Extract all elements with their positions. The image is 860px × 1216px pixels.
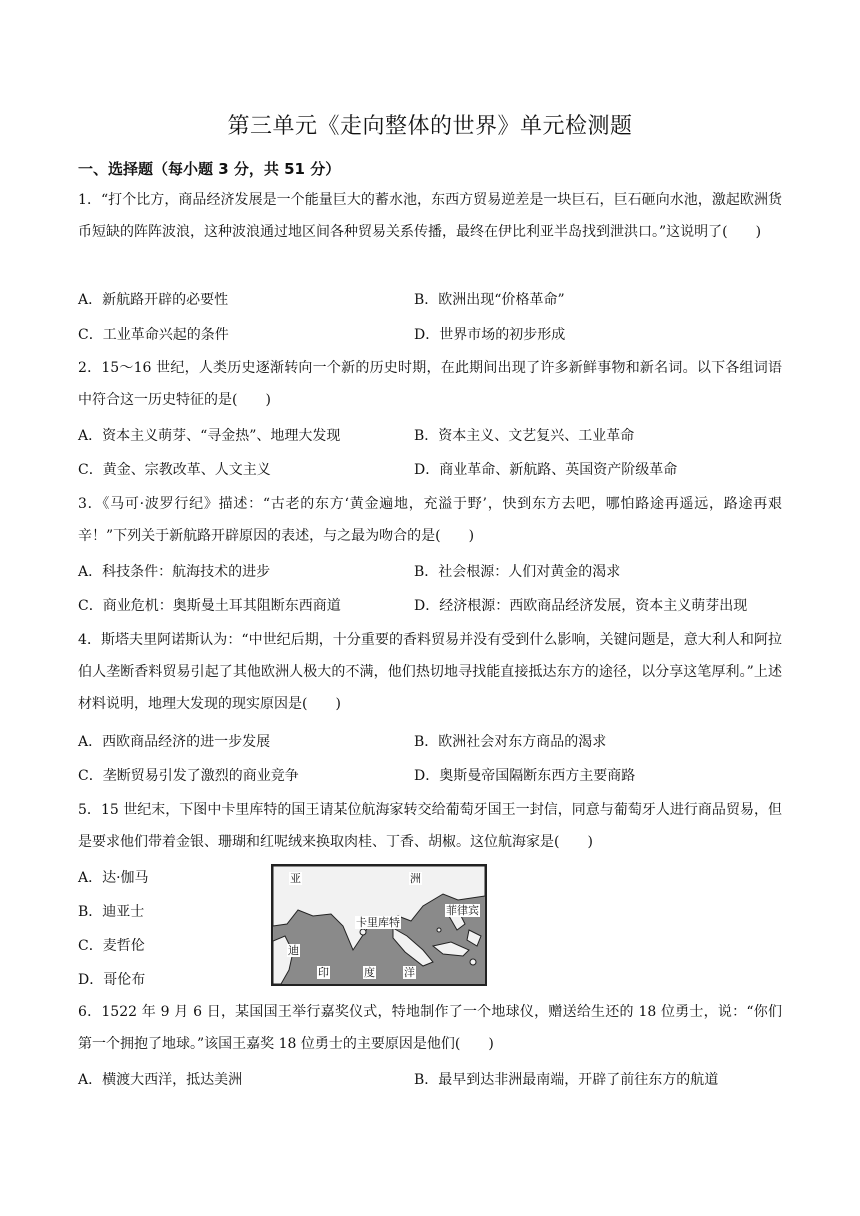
question-4-option-a: A．西欧商品经济的进一步发展 <box>78 734 271 750</box>
question-6-option-a: A．横渡大西洋，抵达美洲 <box>78 1072 243 1088</box>
question-1-stem: 1．“打个比方，商品经济发展是一个能量巨大的蓄水池，东西方贸易逆差是一块巨石，巨石砸向水池，激起欧洲货币短缺的阵阵波浪，这种波浪通过地区间各种贸易关系传播，最终在伊比利亚半岛找到泄洪口。”这说明了( ) <box>78 192 782 240</box>
question-6-stem: 6．1522 年 9 月 6 日，某国国王举行嘉奖仪式，特地制作了一个地球仪，赠送给生还的 18 位勇士，说：“你们第一个拥抱了地球。”该国王嘉奖 18 位勇士的主要原因是他们( ) <box>78 1004 782 1052</box>
map-label-du: 度 <box>364 966 375 979</box>
question-4-option-d: D．奥斯曼帝国隔断东西方主要商路 <box>414 768 636 784</box>
question-3-option-a: A．科技条件：航海技术的进步 <box>78 564 271 580</box>
question-2-option-a: A．资本主义萌芽、“寻金热”、地理大发现 <box>78 428 341 444</box>
question-3-stem: 3．《马可·波罗行纪》描述：“古老的东方‘黄金遍地，充溢于野’，快到东方去吧，哪怕路途再遥远，路途再艰辛！”下列关于新航路开辟原因的表述，与之最为吻合的是( ) <box>78 496 782 544</box>
section-heading: 一、选择题（每小题 3 分，共 51 分） <box>78 160 341 178</box>
question-2-option-c: C．黄金、宗教改革、人文主义 <box>78 462 271 478</box>
map-label-di: 迪 <box>288 944 299 957</box>
question-4-stem: 4．斯塔夫里阿诺斯认为：“中世纪后期，十分重要的香料贸易并没有受到什么影响，关键问题是，意大利人和阿拉伯人垄断香料贸易引起了其他欧洲人极大的不满，他们热切地寻找能直接抵达东方的途径，以分享这笔厚利。”上述材料说明，地理大发现的现实原因是( ) <box>78 632 782 712</box>
question-1-option-a: A．新航路开辟的必要性 <box>78 292 229 308</box>
map-label-philippines: 菲律宾 <box>446 904 479 917</box>
question-5-option-b: B．迪亚士 <box>78 904 145 920</box>
question-1-option-b: B．欧洲出现“价格革命” <box>414 292 565 308</box>
question-5-option-d: D．哥伦布 <box>78 972 146 988</box>
question-2-option-d: D．商业革命、新航路、英国资产阶级革命 <box>414 462 678 478</box>
question-1-option-c: C．工业革命兴起的条件 <box>78 327 229 343</box>
map-label-yang: 洋 <box>404 966 415 979</box>
indian-ocean-map <box>271 864 487 986</box>
question-2-stem: 2．15～16 世纪，人类历史逐渐转向一个新的历史时期，在此期间出现了许多新鲜事物和新名词。以下各组词语中符合这一历史特征的是( ) <box>78 360 782 408</box>
question-1-option-d: D．世界市场的初步形成 <box>414 327 566 343</box>
page-title: 第三单元《走向整体的世界》单元检测题 <box>227 114 633 139</box>
question-4-option-b: B．欧洲社会对东方商品的渴求 <box>414 734 607 750</box>
question-3-option-b: B．社会根源：人们对黄金的渴求 <box>414 564 621 580</box>
question-3-option-d: D．经济根源：西欧商品经济发展，资本主义萌芽出现 <box>414 598 748 614</box>
map-label-ya: 亚 <box>290 872 301 885</box>
question-4-option-c: C．垄断贸易引发了激烈的商业竞争 <box>78 768 299 784</box>
map-label-zhou: 洲 <box>410 872 421 885</box>
question-5-option-a: A．达·伽马 <box>78 870 149 886</box>
map-label-calicut: 卡里库特 <box>356 916 400 929</box>
question-6-option-b: B．最早到达非洲最南端，开辟了前往东方的航道 <box>414 1072 719 1088</box>
question-2-option-b: B．资本主义、文艺复兴、工业革命 <box>414 428 635 444</box>
question-5-option-c: C．麦哲伦 <box>78 938 145 954</box>
question-3-option-c: C．商业危机：奥斯曼土耳其阻断东西商道 <box>78 598 341 614</box>
map-label-yin: 印 <box>318 966 329 979</box>
question-5-stem: 5．15 世纪末，下图中卡里库特的国王请某位航海家转交给葡萄牙国王一封信，同意与葡萄牙人进行商品贸易，但是要求他们带着金银、珊瑚和红呢绒来换取肉桂、丁香、胡椒。这位航海家是( ) <box>78 802 782 850</box>
